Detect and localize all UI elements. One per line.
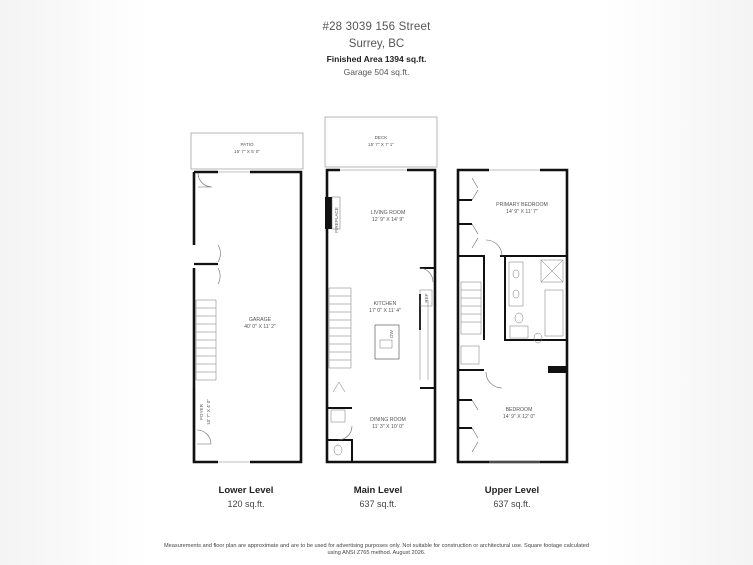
- closet-doors: [472, 178, 478, 452]
- powder-toilet: [334, 445, 342, 455]
- door-swing: [198, 173, 212, 187]
- main-stairs: [329, 288, 351, 392]
- lower-level-title: Lower Level: [218, 485, 274, 496]
- upper-level-area: 637 sq.ft.: [493, 499, 531, 509]
- door-swing: [486, 372, 502, 388]
- fridge-label: REF: [424, 293, 429, 303]
- main-level-area: 637 sq.ft.: [359, 499, 397, 509]
- disclaimer-text: Measurements and floor plan are approximate and are to be used for advertising purposes only. Not suitable for construction or architectural use. Square footage calculated using ANSI Z765 method. August 2026.: [164, 543, 589, 556]
- garage-label: GARAGE: [248, 317, 272, 323]
- main-level-plan: [325, 117, 437, 462]
- lower-level-plan: [191, 133, 303, 462]
- upper-level-title: Upper Level: [484, 485, 540, 496]
- garage-area: Garage 504 sq.ft.: [343, 67, 410, 77]
- door-swing: [486, 240, 502, 256]
- main-level-title: Main Level: [353, 485, 403, 496]
- pantry-door: [419, 268, 433, 282]
- upper-wall-block: [548, 366, 567, 373]
- powder-vanity: [331, 410, 345, 422]
- kitchen-dims: 17' 0" X 11' 4": [369, 308, 401, 314]
- primary-bedroom-dims: 14' 9" X 11' 7": [506, 209, 538, 215]
- door-swing: [218, 245, 220, 284]
- foyer-dims: 10' 7" X 4' 0": [206, 399, 211, 425]
- living-room-dims: 12' 9" X 14' 9": [371, 217, 405, 223]
- bedroom-dims: 14' 9" X 12' 0": [502, 414, 536, 420]
- living-room-label: LIVING ROOM: [370, 210, 406, 216]
- main-interior-walls: [327, 268, 435, 462]
- lower-stairs: [196, 300, 216, 380]
- island-sink: [380, 340, 392, 348]
- primary-bedroom-label: PRIMARY BEDROOM: [496, 202, 548, 208]
- lower-level-area: 120 sq.ft.: [227, 499, 265, 509]
- upper-stairs: [461, 282, 481, 364]
- property-city: Surrey, BC: [348, 38, 405, 50]
- bedroom-label: BEDROOM: [505, 407, 533, 413]
- lower-interior-walls: [194, 264, 218, 462]
- door-swing: [338, 426, 352, 440]
- dishwasher-label: DW: [389, 330, 394, 338]
- upper-level-plan: [458, 170, 567, 462]
- dining-room-dims: 11' 3" X 10' 0": [372, 424, 404, 430]
- kitchen-counter: [420, 300, 428, 380]
- garage-dims: 40' 0" X 11' 2": [244, 324, 276, 330]
- deck-label: DECK: [374, 135, 388, 140]
- fireplace-label: FIREPLACE: [334, 207, 339, 233]
- bath-fixtures: [509, 260, 563, 343]
- foyer-label: FOYER: [199, 404, 204, 420]
- patio-dims: 15' 7" X 5' 0": [234, 149, 260, 154]
- deck-dims: 15' 7" X 7' 1": [368, 142, 394, 147]
- patio-label: PATIO: [240, 142, 254, 147]
- finished-area: Finished Area 1394 sq.ft.: [326, 54, 427, 64]
- kitchen-label: KITCHEN: [373, 301, 397, 307]
- kitchen-island: [375, 325, 399, 359]
- fireplace-block: [325, 197, 332, 229]
- dining-room-label: DINING ROOM: [370, 417, 406, 423]
- door-swing: [197, 430, 211, 444]
- property-address: #28 3039 156 Street: [322, 21, 431, 33]
